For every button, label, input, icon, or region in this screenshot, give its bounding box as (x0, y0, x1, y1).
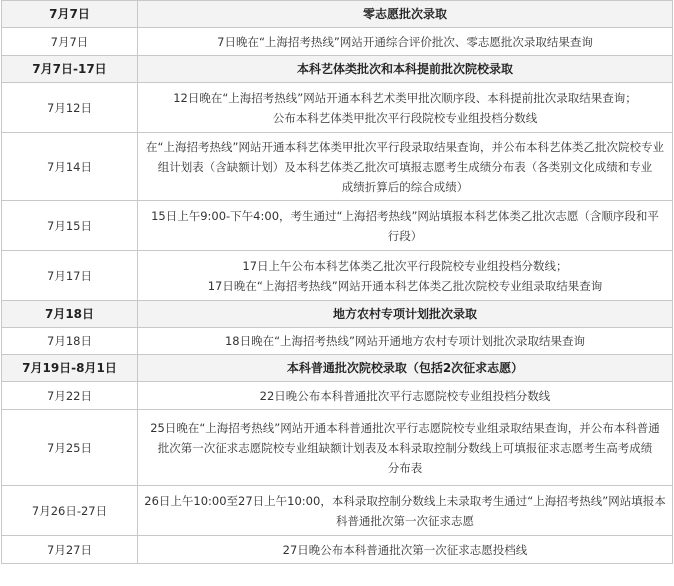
row-description (138, 28, 673, 56)
table-row (2, 201, 673, 251)
row-description (138, 133, 673, 201)
row-section-title: 零志愿批次录取 (138, 1, 673, 28)
row-description (138, 536, 673, 564)
row-date: 7月14日 (2, 133, 138, 201)
row-date: 7月25日 (2, 410, 138, 486)
row-description (138, 382, 673, 410)
description-line: 27日晚公布本科普通批次第一次征求志愿投档线 (282, 542, 528, 557)
table-row (2, 382, 673, 410)
row-date: 7月18日 (2, 301, 138, 328)
description-line: 25日晚在“上海招考热线”网站开通本科普通批次平行志愿院校专业组录取结果查询，并公布本科普通 (150, 420, 660, 435)
row-description (138, 410, 673, 486)
table-row (2, 83, 673, 133)
row-date: 7月12日 (2, 83, 138, 133)
row-date: 7月7日 (2, 1, 138, 28)
table-row (2, 251, 673, 301)
table-row-header (2, 56, 673, 83)
description-line: 17日上午公布本科艺体类乙批次平行段院校专业组投档分数线； (242, 258, 568, 273)
description-line: 成绩折算后的综合成绩） (341, 179, 469, 194)
row-section-title: 本科普通批次院校录取（包括2次征求志愿） (138, 355, 673, 382)
row-date: 7月27日 (2, 536, 138, 564)
row-date: 7月18日 (2, 328, 138, 355)
description-line: 行段） (387, 228, 423, 243)
row-section-title: 本科艺体类批次和本科提前批次院校录取 (138, 56, 673, 83)
row-description (138, 328, 673, 355)
description-line: 12日晚在“上海招考热线”网站开通本科艺术类甲批次顺序段、本科提前批次录取结果查询； (173, 90, 637, 105)
description-line: 组计划表（含缺额计划）及本科艺体类乙批次可填报志愿考生成绩分布表（各类别文化成绩和专业 (157, 159, 653, 174)
row-date: 7月22日 (2, 382, 138, 410)
table-row (2, 486, 673, 536)
table-row-header (2, 1, 673, 28)
row-description (138, 83, 673, 133)
table-row (2, 328, 673, 355)
description-line: 批次第一次征求志愿院校专业组缺额计划表及本科录取控制分数线上可填报征求志愿考生高考成绩 (157, 440, 653, 455)
row-date: 7月7日 (2, 28, 138, 56)
description-line: 26日上午10:00至27日上午10:00，本科录取控制分数线上未录取考生通过“上海招考热线”网站填报本 (144, 493, 666, 508)
row-description (138, 486, 673, 536)
row-description (138, 251, 673, 301)
description-line: 分布表 (387, 460, 423, 475)
description-line: 7日晚在“上海招考热线”网站开通综合评价批次、零志愿批次录取结果查询 (217, 34, 593, 49)
table-row (2, 28, 673, 56)
table-row-header (2, 355, 673, 382)
row-date: 7月17日 (2, 251, 138, 301)
table-row (2, 410, 673, 486)
description-line: 18日晚在“上海招考热线”网站开通地方农村专项计划批次录取结果查询 (224, 334, 586, 348)
table-row (2, 133, 673, 201)
description-line: 22日晚公布本科普通批次平行志愿院校专业组投档分数线 (259, 388, 551, 403)
row-date: 7月15日 (2, 201, 138, 251)
row-section-title: 地方农村专项计划批次录取 (138, 301, 673, 328)
row-date: 7月19日-8月1日 (2, 355, 138, 382)
description-line: 17日晚在“上海招考热线”网站开通本科艺体类乙批次院校专业组录取结果查询 (207, 278, 603, 293)
admission-schedule-table (1, 0, 673, 564)
description-line: 科普通批次第一次征求志愿 (336, 513, 474, 528)
row-date: 7月7日-17日 (2, 56, 138, 83)
description-line: 15日上午9:00-下午4:00，考生通过“上海招考热线”网站填报本科艺体类乙批次志愿（含顺序段和平 (151, 208, 659, 223)
row-date: 7月26日-27日 (2, 486, 138, 536)
description-line: 在“上海招考热线”网站开通本科艺体类甲批次平行段录取结果查询，并公布本科艺体类乙批次院校专业 (146, 139, 664, 154)
description-line: 公布本科艺体类甲批次平行段院校专业组投档分数线 (272, 110, 538, 125)
table-row (2, 536, 673, 564)
table-row-header (2, 301, 673, 328)
row-description (138, 201, 673, 251)
